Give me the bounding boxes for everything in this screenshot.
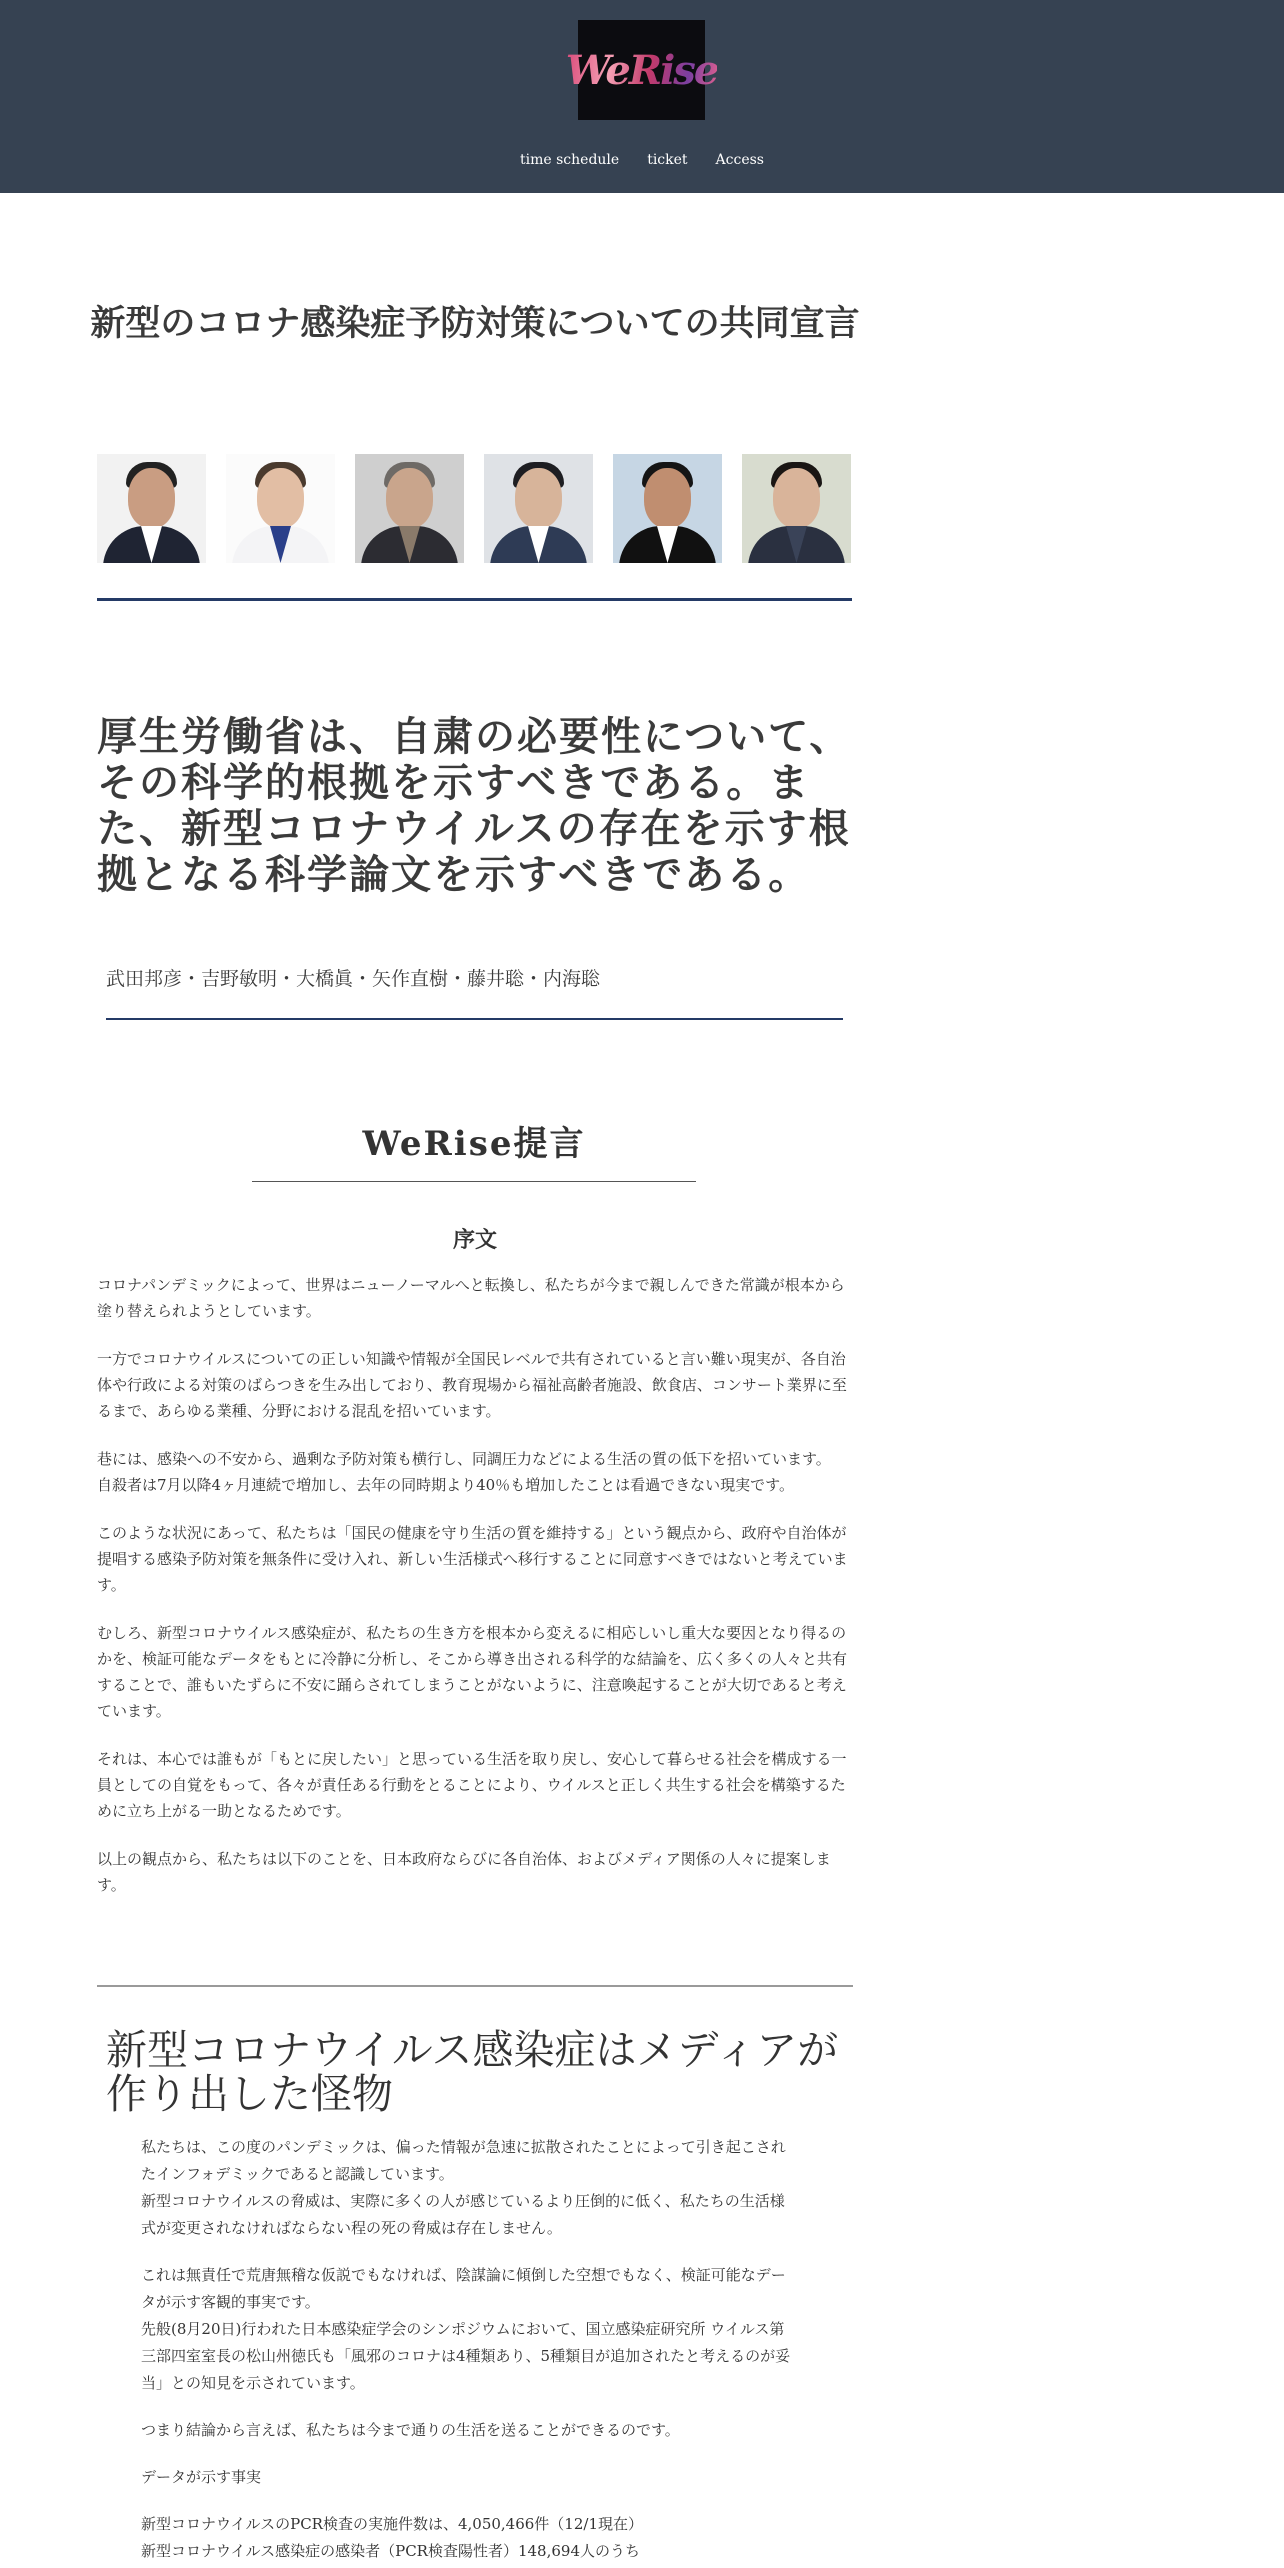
declaration-heading: 厚生労働省は、自粛の必要性について、その科学的根拠を示すべきである。また、新型コロナウイルスの存在を示す根拠となる科学論文を示すべきである。	[97, 714, 852, 898]
preface-paragraph: コロナパンデミックによって、世界はニューノーマルへと転換し、私たちが今まで親しんできた常識が根本から塗り替えられようとしています。	[97, 1276, 845, 1320]
preface-paragraph: このような状況にあって、私たちは「国民の健康を守り生活の質を維持する」という観点から、政府や自治体が提唱する感染予防対策を無条件に受け入れ、新しい生活様式へ移行することに同意すべきではないと考えています。	[97, 1524, 848, 1594]
person-photo-2	[226, 454, 335, 563]
speaker-photos	[97, 454, 841, 564]
body-paragraph: 新型コロナウイルスのPCR検査の実施件数は、4,050,466件（12/1現在） 新型コロナウイルス感染症の感染者（PCR検査陽性者）148,694人のうち	[141, 2515, 643, 2560]
person-photo-5	[613, 454, 722, 563]
preface-heading: 序文	[452, 1228, 497, 1253]
section-divider-gray	[97, 1985, 853, 1987]
person-photo-4	[484, 454, 593, 563]
body-paragraph: データが示す事実	[141, 2468, 262, 2486]
body-paragraph: つまり結論から言えば、私たちは今まで通りの生活を送ることができるのです。	[141, 2421, 680, 2439]
media-monster-body	[141, 2134, 792, 2568]
preface-paragraph: 以上の観点から、私たちは以下のことを、日本政府ならびに各自治体、およびメディア関係の人々に提案します。	[97, 1850, 831, 1894]
nav-ticket[interactable]: ticket	[647, 152, 688, 168]
preface-body	[97, 1272, 853, 1920]
preface-paragraph: むしろ、新型コロナウイルス感染症が、私たちの生き方を根本から変えるに相応しいし重大な要因となり得るのかを、検証可能なデータをもとに冷静に分析し、そこから導き出される科学的な結論を、広く多くの人々と共有することで、誰もいたずらに不安に踊らされてしまうことがないように、注意喚起することが大切であると考えています。	[97, 1624, 848, 1720]
proposal-title-underline	[252, 1181, 696, 1182]
authors-divider	[106, 1018, 843, 1020]
section-divider	[97, 598, 852, 601]
werise-logo[interactable]	[565, 20, 718, 120]
person-photo-6	[742, 454, 851, 563]
page-title: 新型のコロナ感染症予防対策についての共同宣言	[90, 304, 860, 344]
authors-line: 武田邦彦・吉野敏明・大橋眞・矢作直樹・藤井聡・内海聡	[106, 968, 601, 990]
preface-paragraph: 巷には、感染への不安から、過剰な予防対策も横行し、同調圧力などによる生活の質の低下を招いています。 自殺者は7月以降4ヶ月連続で増加し、去年の同時期より40％も増加したことは看過できない現実です。	[97, 1450, 831, 1494]
site-header	[0, 0, 1284, 193]
person-photo-1	[97, 454, 206, 563]
body-paragraph: 私たちは、この度のパンデミックは、偏った情報が急速に拡散されたことによって引き起こされたインフォデミックであると認識しています。 新型コロナウイルスの脅威は、実際に多くの人が感じているより圧倒的に低く、私たちの生活様式が変更されなければならない程の死の脅威は存在しません。	[141, 2138, 786, 2237]
person-photo-3	[355, 454, 464, 563]
main-nav	[0, 152, 1284, 168]
proposal-title: WeRise提言	[362, 1124, 586, 1164]
preface-paragraph: それは、本心では誰もが「もとに戻したい」と思っている生活を取り戻し、安心して暮らせる社会を構成する一員としての自覚をもって、各々が責任ある行動をとることにより、ウイルスと正しく共生する社会を構築するために立ち上がる一助となるためです。	[97, 1750, 847, 1820]
media-monster-heading: 新型コロナウイルス感染症はメディアが作り出した怪物	[106, 2026, 839, 2118]
nav-access[interactable]: Access	[715, 152, 764, 168]
preface-paragraph: 一方でコロナウイルスについての正しい知識や情報が全国民レベルで共有されていると言い難い現実が、各自治体や行政による対策のばらつきを生み出しており、教育現場から福祉高齢者施設、飲食店、コンサート業界に至るまで、あらゆる業種、分野における混乱を招いています。	[97, 1350, 847, 1420]
body-paragraph: これは無責任で荒唐無稽な仮説でもなければ、陰謀論に傾倒した空想でもなく、検証可能なデータが示す客観的事実です。 先般(8月20日)行われた日本感染症学会のシンポジウムにおいて、国立感染症研究所 ウイルス第三部四室室長の松山州徳氏も「風邪のコロナは4種類あり、5種類目が追加されたと考えるのが妥当」との知見を示されています。	[141, 2266, 791, 2392]
logo-text: WeRise	[565, 46, 718, 94]
nav-time-schedule[interactable]: time schedule	[520, 152, 620, 168]
